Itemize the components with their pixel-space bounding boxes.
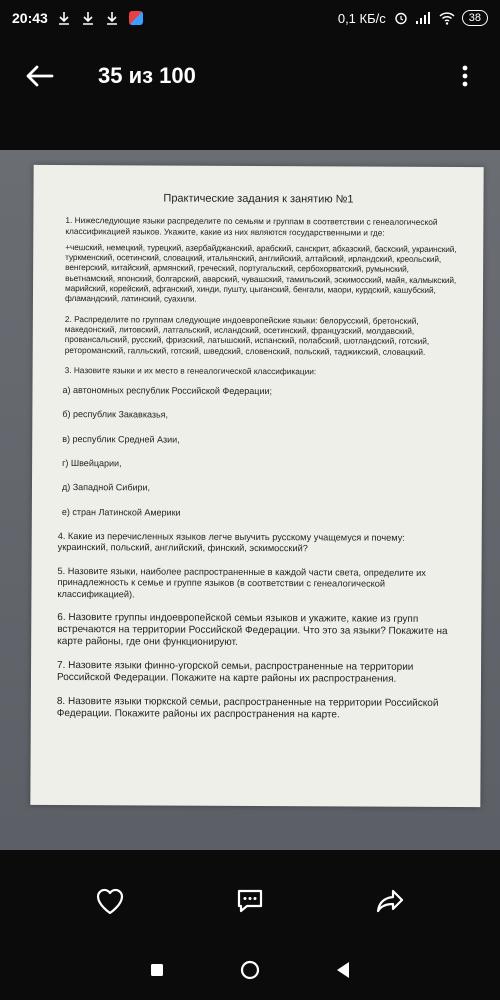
app-icon (128, 10, 144, 26)
task-5: 5. Назовите языки, наиболее распространенные в каждой части света, определите их принадлежность к семье и группе языков (в соответствии с генеалогической классификацией). (57, 565, 426, 599)
top-app-bar (0, 44, 500, 108)
back-button[interactable] (20, 56, 60, 96)
task-3-item: г) Швейцарии, (62, 458, 122, 469)
net-speed: 0,1 КБ/с (337, 10, 386, 26)
status-bar (0, 0, 500, 36)
recent-apps-button[interactable] (142, 955, 172, 985)
document-heading: Практические задания к занятию №1 (163, 192, 354, 206)
comment-icon (235, 887, 265, 915)
task-3-text: 3. Назовите языки и их место в генеалогической классификации: (64, 364, 317, 377)
home-button[interactable] (235, 955, 265, 985)
task-3-item: д) Западной Сибири, (61, 482, 151, 493)
page-title: 35 из 100 (98, 63, 196, 88)
alarm-icon (393, 10, 409, 26)
task-2 (59, 314, 457, 357)
task-7: 7. Назовите языки финно-угорской семьи, распространенные на территории Российской Федерации. Покажите на карте районы их распространения. (56, 659, 414, 685)
arrow-left-icon (26, 65, 54, 87)
signal-icon (416, 10, 432, 26)
task-1-languages: +чешский, немецкий, турецкий, азербайджанский, арабский, санскрит, абхазский, баскский, украинский, туркменский, осетинский, словацкий, итальянский, английский, алтайский, ирландский, креольский, венгерский, китайский, армянский, греческий, португальский, сербохорватский, румынский, вьетнамский, японский, болгарский, аварский, чувашский, тамильский, эскимосский, майя, калмыкский, марийский, корейский, афганский, хинди, пушту, цыганский, бенгали, маори, курдский, кашубский, фламандский, латинский, суахили. (64, 241, 457, 305)
wifi-icon (439, 10, 455, 26)
action-bar (0, 876, 500, 926)
document-page (30, 165, 483, 807)
battery-icon: 38 (462, 10, 488, 26)
download-icon (80, 10, 96, 26)
task-8: 8. Назовите языки тюркской семьи, распространенные на территории Российской Федерации. Покажите районы их распространения на карте. (56, 695, 439, 721)
task-6: 6. Назовите группы индоевропейской семьи языков и укажите, какие из групп встречаются на территории Российской Федерации. Что это за языки? Покажите на карте районы, где они функционируют. (57, 611, 448, 648)
task-3-item: е) стран Латинской Америки (61, 506, 181, 518)
status-right (338, 10, 488, 26)
task-1-lead: 1. Нижеследующие языки распределите по семьям и группам в соответствии с генеалогической классификацией языков. Укажите, какие из них являются государственными и где: (65, 215, 438, 238)
more-options-button[interactable] (450, 56, 480, 96)
system-nav-bar (0, 945, 500, 995)
like-button[interactable] (90, 881, 130, 921)
share-button[interactable] (370, 881, 410, 921)
status-time: 20:43 (12, 10, 48, 26)
task-2-text: 2. Распределите по группам следующие индоевропейские языки: белорусский, бретонский, македонский, литовский, латгальский, исландский, осетинский, французский, молдавский, провансальский, русский, фризский, латышский, испанский, полабский, шотландский, готский, ретороманский, галльский, готский, шведский, словенский, польский, таджикский, словацкий. (64, 313, 430, 357)
download-icon (104, 10, 120, 26)
share-icon (375, 887, 405, 915)
status-left (12, 10, 144, 26)
task-3-item: в) республик Средней Азии, (62, 433, 180, 445)
task-4: 4. Какие из перечисленных языков легче выучить русскому учащемуся и почему: украинский, польский, английский, финский, эскимосский? (57, 530, 405, 554)
task-3-item: а) автономных республик Российской Федерации; (62, 385, 273, 397)
download-icon (56, 10, 72, 26)
comment-button[interactable] (230, 881, 270, 921)
task-3-item: б) республик Закавказья, (62, 409, 169, 420)
nav-back-button[interactable] (328, 955, 358, 985)
home-icon (240, 960, 260, 980)
task-1 (59, 215, 457, 305)
more-vertical-icon (462, 65, 468, 87)
task-3 (59, 365, 457, 377)
heart-icon (95, 887, 125, 915)
back-triangle-icon (335, 961, 351, 979)
photo-viewer[interactable] (0, 150, 500, 850)
recent-apps-icon (150, 963, 164, 977)
